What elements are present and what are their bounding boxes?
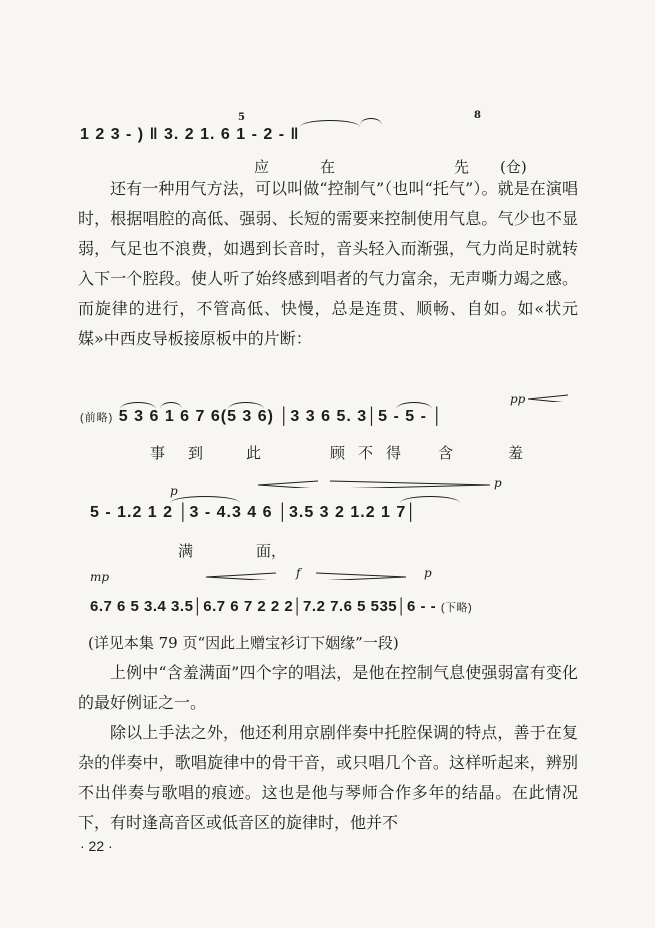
slur-mark <box>360 118 382 125</box>
score-notes-4: 6.7 6 5 3.4 3.5│6.7 6 7 2 2 2│7.2 7.6 5 535│6 - - <box>90 598 437 615</box>
lyric-char: 到 <box>188 444 204 462</box>
score-suffix: (下略) <box>440 602 473 614</box>
slur-mark <box>120 402 156 409</box>
lyric-char: 面， <box>256 542 287 560</box>
score-line-4 <box>90 598 590 615</box>
slur-mark <box>396 402 432 409</box>
score-notes-3: 5 - 1.2 1 2 │3 - 4.3 4 6 │3.5 3 2 1.2 1 7│ <box>90 504 418 521</box>
slur-mark <box>228 402 264 409</box>
dynamic-mark: f <box>296 566 301 580</box>
dynamic-mark: mp <box>90 570 110 584</box>
score-notes-2: 5 3 6 1 6 7 6(5 3 6) │3 3 6 5. 3│5 - 5 - │ <box>118 408 444 425</box>
slur-mark <box>160 402 182 409</box>
score-prefix: (前略) <box>80 412 114 424</box>
slur-mark <box>400 496 460 503</box>
dynamic-mark: p <box>170 484 178 498</box>
slur-mark <box>170 496 240 503</box>
lyric-char: 满 <box>178 542 194 560</box>
page-number: · 22 · <box>80 838 113 854</box>
lyric-char: 羞 <box>508 444 524 462</box>
score-notes-1: 1 2 3 - ) ‖ 3. 2 1. 6 1 - 2 - ‖ <box>80 126 300 143</box>
dynamic-mark: p <box>424 566 432 580</box>
lyric-char: 应 <box>254 158 270 176</box>
crescendo-mark <box>258 480 318 488</box>
lyric-char: 得 <box>386 444 402 462</box>
paragraph-3: 除以上手法之外，他还利用京剧伴奏中托腔保调的特点，善于在复杂的伴奏中，歌唱旋律中的骨干音，或只唱几个音。这样听起来，辨别不出伴奏与歌唱的痕迹。这也是他与琴师合作多年的结晶。在此情况下，有时逢高音区或低音区的旋律时，他并不 <box>78 723 578 832</box>
decrescendo-mark <box>316 572 406 580</box>
crescendo-mark <box>206 572 276 580</box>
lyric-char: 事 <box>150 444 166 462</box>
lyric-char: (仓) <box>500 158 527 176</box>
lyric-char: 含 <box>438 444 454 462</box>
decrescendo-mark <box>330 480 490 488</box>
lyric-char: 在 <box>320 158 336 176</box>
lyric-char: 先 <box>454 158 470 176</box>
score-line-2 <box>80 408 580 426</box>
crescendo-mark <box>528 394 568 402</box>
score-line-3 <box>90 504 590 522</box>
lyric-char: 不 <box>358 444 374 462</box>
example-caption: (详见本集 79 页“因此上赠宝衫订下姻缘”一段) <box>88 634 399 652</box>
paragraph-1: 还有一种用气方法，可以叫做“控制气”（也叫“托气”）。就是在演唱时，根据唱腔的高低、强弱、长短的需要来控制使用气息。气少也不显弱，气足也不浪费，如遇到长音时，音头轻入而渐强，气力尚足时就转入下一个腔段。使人听了始终感到唱者的气力富余，无声嘶力竭之感。而旋律的进行，不管高低、快慢，总是连贯、顺畅、自如。如«状元媒»中西皮导板接原板中的片断： <box>78 179 578 348</box>
dynamic-mark: p <box>494 476 502 490</box>
lyric-char: 此 <box>246 444 262 462</box>
paragraph-2: 上例中“含羞满面”四个字的唱法，是他在控制气息使强弱富有变化的最好例证之一。 <box>78 663 578 712</box>
score-line-1 <box>80 126 580 144</box>
lyric-char: 顾 <box>330 444 346 462</box>
grace-note-2: 8 <box>474 110 481 121</box>
dynamic-mark: pp <box>510 392 526 406</box>
grace-note-1: 5 <box>238 112 245 123</box>
slur-mark <box>300 120 360 127</box>
